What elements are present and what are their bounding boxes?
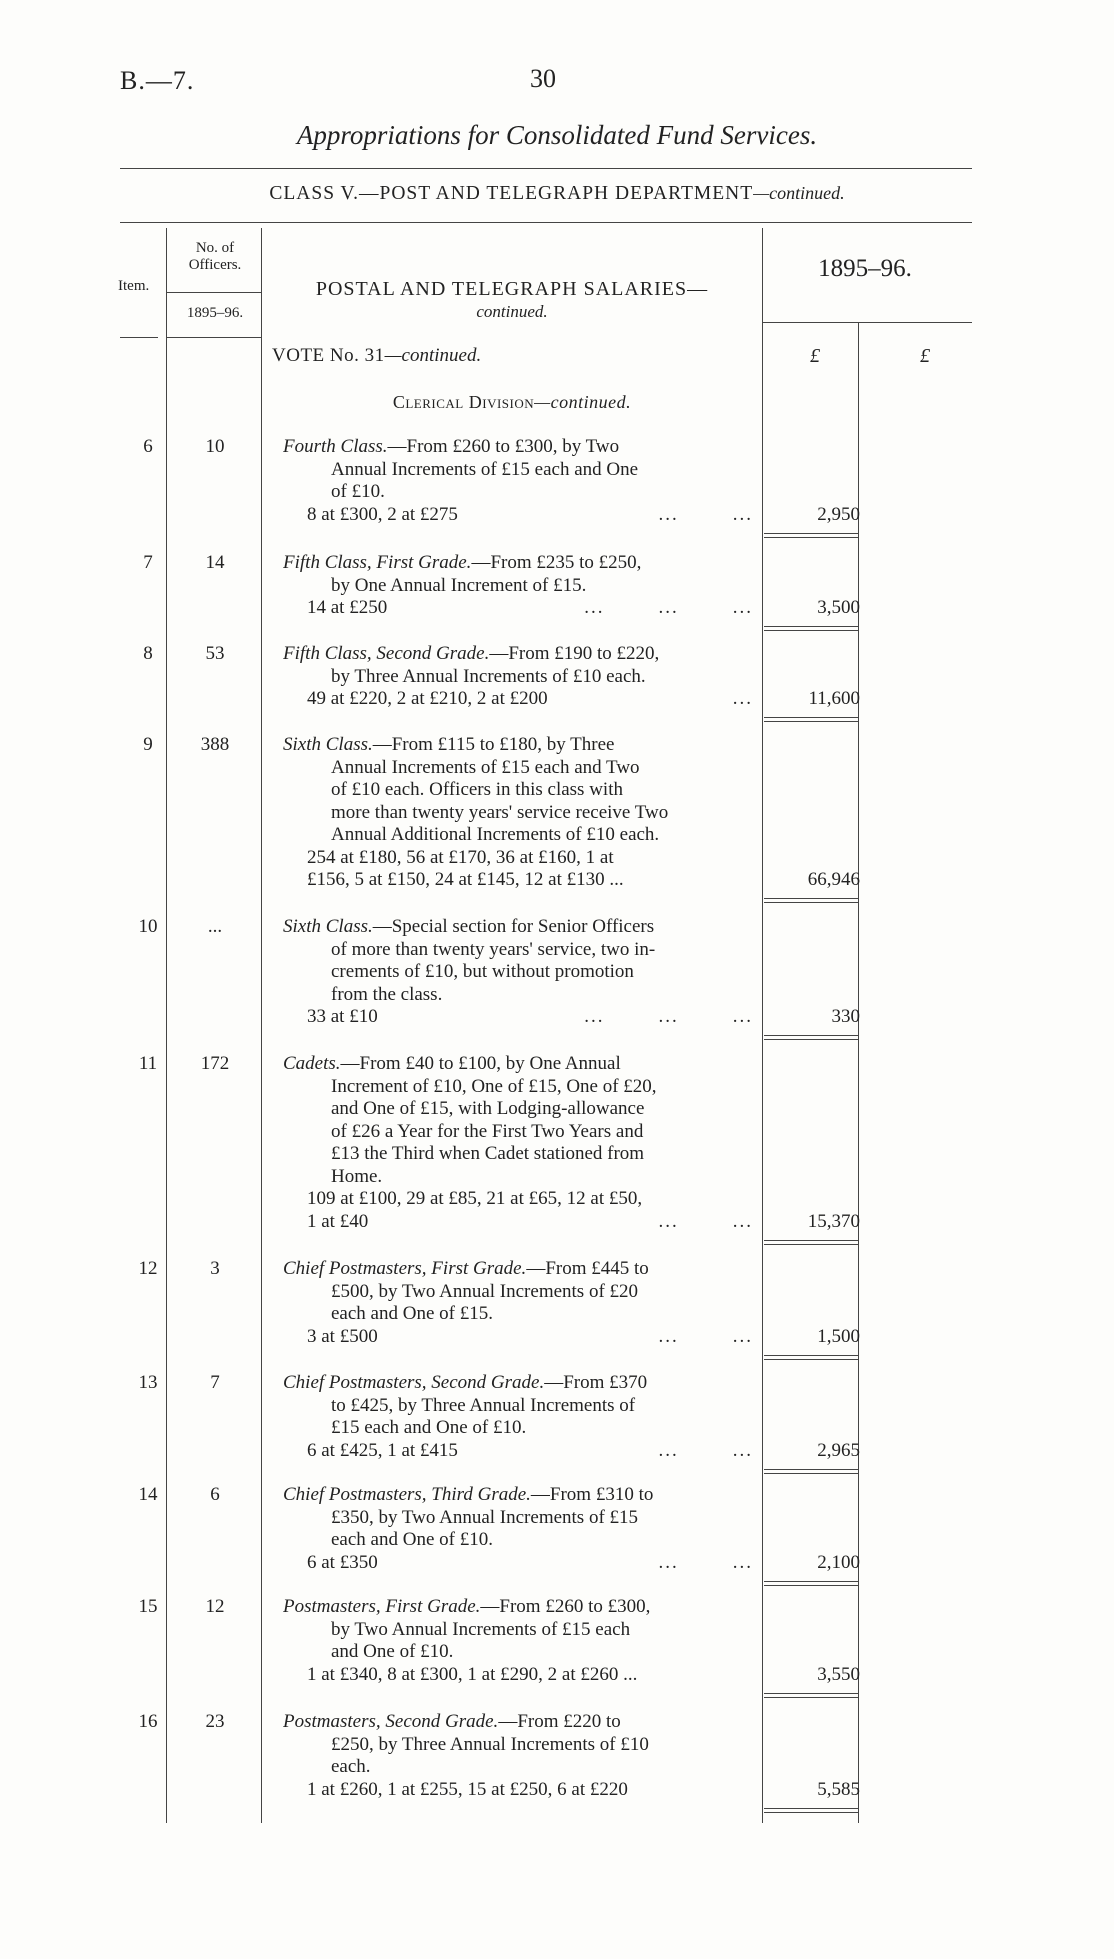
class-grade-heading: Fifth Class, First Grade. (283, 552, 472, 573)
officers-header-rule (166, 337, 261, 338)
amount-underline (764, 1039, 858, 1040)
amount-value: 3,550 (817, 1663, 860, 1685)
officers-count: 10 (205, 436, 225, 457)
amount-value: 2,950 (817, 503, 860, 525)
amount-underline (764, 1035, 858, 1036)
class-grade-heading: Cadets. (283, 1053, 341, 1074)
class-grade-heading: Postmasters, Second Grade. (283, 1711, 499, 1732)
description-line: by Two Annual Increments of £15 each (331, 1618, 631, 1640)
class-grade-heading: Chief Postmasters, Second Grade. (283, 1372, 545, 1393)
class-grade-heading: Postmasters, First Grade. (283, 1596, 481, 1617)
item-number: 9 (143, 734, 153, 755)
amount-underline (764, 1355, 858, 1356)
description-line: Annual Increments of £15 each and One (331, 458, 639, 480)
class-grade-heading: Fourth Class. (283, 436, 388, 457)
item-number: 11 (138, 1053, 158, 1074)
description-line: —From £115 to £180, by Three (372, 734, 615, 755)
item-description (283, 916, 753, 1029)
vote-suffix: —continued. (384, 345, 482, 366)
item-description (283, 1711, 753, 1801)
section-heading-continued: continued. (476, 302, 548, 321)
division-heading (272, 392, 752, 413)
rate-breakdown: 49 at £220, 2 at £210, 2 at £200 (307, 688, 548, 709)
description-line: £250, by Three Annual Increments of £10 (331, 1733, 649, 1755)
description-line: —From £260 to £300, (480, 1596, 651, 1617)
amount-underline (764, 1808, 858, 1809)
item-description (283, 552, 753, 620)
rate-breakdown: 3 at £500 (307, 1325, 378, 1347)
amount-underline (764, 717, 858, 718)
year-header-rule (762, 322, 972, 323)
column-rule-officers (261, 228, 262, 1823)
officers-count: 14 (205, 552, 225, 573)
section-heading (262, 278, 762, 323)
description-line: and One of £15, with Lodging-allowance (331, 1098, 645, 1119)
rate-breakdown: 109 at £100, 29 at £85, 21 at £65, 12 at £50, (307, 1188, 643, 1209)
rate-breakdown: 8 at £300, 2 at £275 (307, 503, 458, 525)
class-grade-heading: Fifth Class, Second Grade. (283, 643, 490, 664)
description-line: —From £310 to (530, 1484, 654, 1505)
item-description (283, 1596, 753, 1686)
amount-value: 1,500 (817, 1325, 860, 1347)
officers-count: 23 (205, 1711, 225, 1732)
rate-breakdown-continued: £156, 5 at £150, 24 at £145, 12 at £130 ... (307, 869, 624, 890)
officers-count: 388 (200, 734, 230, 755)
amount-underline (764, 1581, 858, 1582)
vote-label: VOTE No. 31 (272, 345, 385, 366)
officers-count: ... (207, 916, 223, 937)
description-line: from the class. (331, 983, 443, 1005)
rate-breakdown: 1 at £260, 1 at £255, 15 at £250, 6 at £220 (307, 1778, 628, 1800)
description-line: Home. (331, 1165, 383, 1187)
officers-year-header: 1895–96. (186, 305, 244, 321)
description-line: —From £40 to £100, by One Annual (340, 1053, 621, 1074)
amount-underline (764, 898, 858, 899)
description-line: —From £220 to (498, 1711, 621, 1732)
amount-value: 11,600 (808, 688, 860, 709)
description-line: —From £260 to £300, by Two (387, 436, 620, 457)
rate-breakdown-continued: 1 at £40 (307, 1210, 369, 1232)
item-number: 7 (143, 552, 153, 573)
leader-dots: ... ... (658, 503, 753, 525)
officers-count: 53 (205, 643, 225, 664)
amount-value: 330 (831, 1006, 860, 1027)
officers-count: 172 (200, 1053, 230, 1074)
description-line: each. (331, 1756, 371, 1777)
item-description (283, 1372, 753, 1462)
item-number: 6 (143, 436, 153, 457)
amount-underline (764, 902, 858, 903)
rate-breakdown: 33 at £10 (307, 1006, 378, 1027)
description-line: by Three Annual Increments of £10 each. (331, 665, 646, 687)
class-heading-text: CLASS V.—POST AND TELEGRAPH DEPARTMENT (269, 183, 754, 204)
description-line: by One Annual Increment of £15. (331, 574, 587, 596)
officers-column-header (165, 240, 265, 274)
officers-header-line1: No. of (195, 240, 235, 256)
description-line: —From £445 to (526, 1258, 649, 1279)
amount-value: 15,370 (807, 1210, 860, 1232)
amount-underline (764, 630, 858, 631)
description-line: £350, by Two Annual Increments of £15 (331, 1506, 639, 1528)
officers-count: 6 (210, 1484, 220, 1505)
page-title: Appropriations for Consolidated Fund Services. (296, 120, 818, 150)
item-number: 13 (138, 1372, 158, 1393)
year-column-header: 1895–96. (818, 255, 912, 282)
description-line: each and One of £15. (331, 1303, 493, 1324)
item-number: 16 (138, 1711, 158, 1732)
amount-underline (764, 1693, 858, 1694)
leader-dots: ... ... (658, 1439, 753, 1461)
officers-count: 12 (205, 1596, 225, 1617)
amount-value: 66,946 (807, 869, 860, 890)
description-line: Annual Increments of £15 each and Two (331, 756, 640, 778)
description-line: of £10. (331, 481, 385, 502)
rate-breakdown: 254 at £180, 56 at £170, 36 at £160, 1 at (307, 846, 614, 868)
amount-value: 2,100 (817, 1551, 860, 1573)
column-rule-item (166, 228, 167, 1823)
currency-symbol-col1: £ (810, 345, 820, 367)
item-description (283, 643, 753, 711)
rate-breakdown: 14 at £250 (307, 597, 388, 618)
description-line: of more than twenty years' service, two in- (331, 938, 656, 960)
rate-breakdown: 6 at £350 (307, 1551, 378, 1573)
leader-dots: ... ... ... (584, 597, 753, 618)
amount-underline (764, 1240, 858, 1241)
amount-value: 2,965 (817, 1439, 860, 1461)
section-heading-title: POSTAL AND TELEGRAPH SALARIES— (315, 278, 709, 300)
rate-breakdown: 6 at £425, 1 at £415 (307, 1439, 458, 1461)
amount-underline (764, 537, 858, 538)
amount-value: 5,585 (817, 1778, 860, 1800)
item-column-header: Item. (118, 278, 150, 294)
division-label: Clerical Division (392, 392, 535, 412)
item-number: 15 (138, 1596, 158, 1617)
column-rule-amount (858, 322, 859, 1823)
description-line: —From £370 (544, 1372, 648, 1393)
description-line: crements of £10, but without promotion (331, 961, 634, 982)
amount-underline (764, 721, 858, 722)
description-line: £15 each and One of £10. (331, 1417, 527, 1438)
rate-breakdown: 1 at £340, 8 at £300, 1 at £290, 2 at £260 ... (307, 1663, 638, 1685)
description-line: of £26 a Year for the First Two Years and (331, 1120, 644, 1142)
item-description (283, 734, 753, 892)
class-grade-heading: Chief Postmasters, Third Grade. (283, 1484, 531, 1505)
item-description (283, 436, 753, 526)
item-number: 8 (143, 643, 153, 664)
amount-underline (764, 1697, 858, 1698)
table-top-rule (120, 222, 972, 223)
page-number: 30 (530, 64, 556, 93)
description-line: —From £190 to £220, (489, 643, 660, 664)
description-line: of £10 each. Officers in this class with (331, 779, 623, 800)
item-number: 14 (138, 1484, 158, 1505)
description-line: —From £235 to £250, (471, 552, 642, 573)
description-line: more than twenty years' service receive Two (331, 801, 669, 823)
item-description (283, 1484, 753, 1574)
item-number: 10 (138, 916, 158, 937)
leader-dots: ... ... ... (584, 1006, 753, 1027)
document-reference: B.—7. (120, 66, 195, 95)
class-heading-suffix: —continued. (753, 183, 845, 203)
leader-dots: ... ... (658, 1210, 753, 1232)
item-description (283, 1053, 753, 1233)
amount-value: 3,500 (817, 597, 860, 618)
leader-dots: ... ... (658, 1551, 753, 1573)
amount-underline (764, 1585, 858, 1586)
officers-year-rule (166, 292, 261, 293)
amount-underline (764, 626, 858, 627)
class-heading (0, 183, 1114, 205)
amount-underline (764, 1359, 858, 1360)
description-line: £13 the Third when Cadet stationed from (331, 1143, 645, 1164)
class-grade-heading: Sixth Class. (283, 916, 373, 937)
description-line: —Special section for Senior Officers (372, 916, 655, 937)
amount-underline (764, 1473, 858, 1474)
title-rule (120, 168, 972, 169)
amount-underline (764, 1469, 858, 1470)
description-line: Annual Additional Increments of £10 each. (331, 824, 660, 845)
item-description (283, 1258, 753, 1348)
description-line: and One of £10. (331, 1641, 454, 1662)
leader-dots: ... (732, 688, 753, 709)
division-suffix: —continued. (534, 392, 632, 412)
vote-heading (272, 345, 481, 367)
officers-header-line2: Officers. (188, 257, 242, 273)
description-line: £500, by Two Annual Increments of £20 (331, 1280, 639, 1302)
description-line: to £425, by Three Annual Increments of (331, 1394, 636, 1416)
item-number: 12 (138, 1258, 158, 1279)
class-grade-heading: Chief Postmasters, First Grade. (283, 1258, 527, 1279)
amount-underline (764, 533, 858, 534)
description-line: each and One of £10. (331, 1529, 493, 1550)
amount-underline (764, 1244, 858, 1245)
officers-count: 3 (210, 1258, 220, 1279)
description-line: Increment of £10, One of £15, One of £20, (331, 1075, 657, 1097)
amount-underline (764, 1812, 858, 1813)
item-header-rule (120, 337, 158, 338)
currency-symbol-col2: £ (920, 345, 930, 367)
class-grade-heading: Sixth Class. (283, 734, 373, 755)
officers-count: 7 (210, 1372, 220, 1393)
leader-dots: ... ... (658, 1325, 753, 1347)
